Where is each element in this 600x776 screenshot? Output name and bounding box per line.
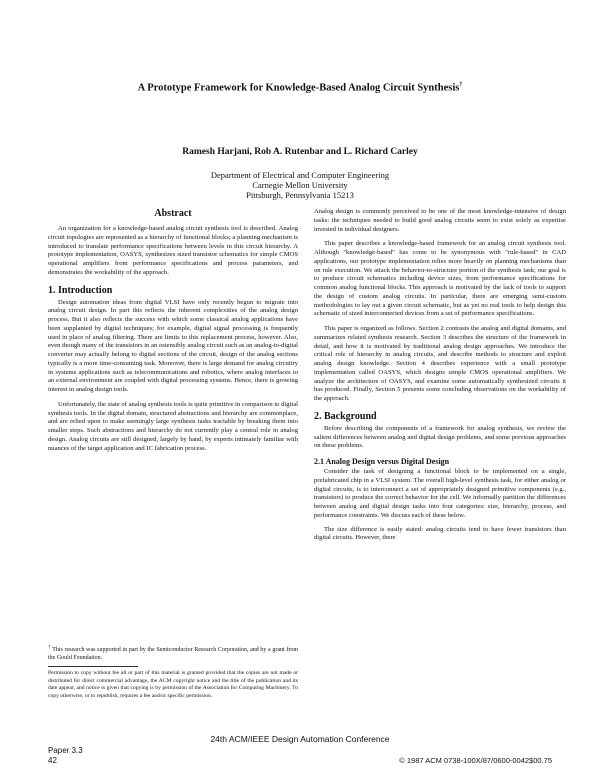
subsection-paragraph-1: Consider the task of designing a functional block to be implemented on a single, prefabricated chip in a VLSI system. The overall high-level synthesis task, for either analog or digital circuits, is to interconnect a set of appropriately designed primitive components (e.g., transistors) to produce the correct behavior for the cell. We informally partition the differences between analog and digital design tasks into four categories: size, hierarchy, process, and performance constraints. We discuss each of these below. xyxy=(314,468,566,519)
copyright: © 1987 ACM 0738-100X/87/0600-0042$00.75 xyxy=(399,756,552,765)
footnote-marker: † xyxy=(48,645,51,650)
intro-paragraph-2: Unfortunately, the state of analog synthesis tools is quite primitive in comparison to digital synthesis tools. In the digital domain, structured abstractions and hierarchy are commonplace, and are relied upon to make seemingly large synthesis tasks tractable by breaking them into smaller steps. Such abstractions and hierarchy do not currently play a central role in analog design. Analog circuits are still designed, largely by hand, by experts intimately familiar with nuances of the target application and IC fabrication process. xyxy=(48,400,298,452)
intro-paragraph-1: Design automation ideas from digital VLSI have only recently begun to migrate into analog circuit design. In part this reflects the inherent complexities of the analog design process. But it also reflects the success with which some classical analog applications have been supplanted by digital techniques; for example, digital signal processing is frequently used in place of analog filtering. There are limits to this replacement process, however. Also, even though many of the transistors in an ostensibly analog circuit such as an analog-to-digital converter may actually belong to digital sections of the circuit, design of the analog sections typically is a more time-consuming task. Moreover, there is large demand for analog circuitry in systems applications such as telecommunications and robotics, where analog interfaces to an external environment are coupled with digital processing systems. Hence, there is growing interest in analog design tools. xyxy=(48,298,298,393)
paper-title: A Prototype Framework for Knowledge-Based Analog Circuit Synthesis† xyxy=(137,82,463,94)
paper-number: Paper 3.3 xyxy=(48,746,83,755)
right-column xyxy=(314,208,566,543)
subsection-paragraph-2: The size difference is easily stated: analog circuits tend to have fewer transistors than digital circuits. However, there xyxy=(314,525,566,542)
title-footnote-marker: † xyxy=(459,82,463,88)
background-heading: 2. Background xyxy=(314,410,377,422)
right-paragraph-3: This paper is organized as follows. Section 2 contrasts the analog and digital domains, and summarizes related synthesis research. Section 3 describes the structure of the framework in detail, and how it is motivated by traditional analog design approaches. We introduce the critical role of hierarchy in analog circuits, and describe methods to structure and exploit analog design knowledge. Section 4 describes experience with a small prototype implementation called OASYS, which designs simple CMOS operational amplifiers. We analyze the architecture of OASYS, and examine some automatically synthesized circuits it has produced. Finally, Section 5 presents some concluding observations on the workability of the approach. xyxy=(314,325,566,402)
affiliation-university: Carnegie Mellon University xyxy=(252,180,348,190)
permission-notice: Permission to copy without fee all or part of this material is granted provided that the copies are not made or distributed for direct commercial advantage, the ACM copyright notice and the title of the publication and its date appear, and notice is given that copying is by permission of the Association for Computing Machinery. To copy otherwise, or to republish, requires a fee and/or specific permission. xyxy=(48,670,298,699)
affiliation-city: Pittsburgh, Pennsylvania 15213 xyxy=(246,190,354,200)
page-number: 42 xyxy=(48,756,57,765)
subsection-heading: 2.1 Analog Design versus Digital Design xyxy=(314,457,450,466)
right-paragraph-1: Analog design is commonly perceived to be one of the most knowledge-intensive of design tasks: the techniques needed to build good analog circuits seem to exist solely as expertise invested in individual designers. xyxy=(314,208,566,233)
intro-heading: 1. Introduction xyxy=(48,284,113,296)
left-column xyxy=(48,208,298,453)
footnote-block xyxy=(48,644,298,662)
affiliation xyxy=(0,170,600,200)
right-paragraph-2: This paper describes a knowledge-based framework for an analog circuit synthesis tool. Although "knowledge-based" has come to be synonymous with "rule-based" in CAD applications, our prototype implementation relies more heavily on planning mechanisms than on rule execution. We attack the behavior-to-structure portion of the synthesis task; our goal is to produce circuit schematics including device sizes, from performance specifications for common analog functional blocks. This approach is motivated by the lack of tools to support the design of custom analog circuits. In particular, there are emerging semi-custom methodologies to lay out a given circuit schematic, but as yet no real tools to help design this schematic of sized interconnected devices from a set of performance specifications. xyxy=(314,240,566,318)
abstract-text: An organization for a knowledge-based analog circuit synthesis tool is described. Analog circuit topologies are represented as a hierarchy of functional blocks; a planning mechanism is introduced to translate performance specifications between levels in this circuit hierarchy. A prototype implementation, OASYS, synthesizes sized transistor schematics for simple CMOS operational amplifiers from performance specifications and process parameters, and demonstrates the workability of the approach. xyxy=(48,225,298,276)
affiliation-department: Department of Electrical and Computer Engineering xyxy=(210,170,390,180)
permission-block xyxy=(48,666,298,700)
permission-rule xyxy=(48,666,138,667)
background-paragraph-1: Before describing the components of a framework for analog synthesis, we review the salient differences between analog and digital design problems, and some previous approaches on these problems. xyxy=(314,424,566,450)
paper-number-block xyxy=(48,746,83,766)
footnote: † This research was supported in part by the Semiconductor Research Corporation, and by a grant from the Gould Foundation. xyxy=(48,645,298,661)
abstract-heading: Abstract xyxy=(154,208,192,219)
conference-footer: 24th ACM/IEEE Design Automation Conference xyxy=(210,734,390,744)
authors: Ramesh Harjani, Rob A. Rutenbar and L. Richard Carley xyxy=(182,147,418,157)
